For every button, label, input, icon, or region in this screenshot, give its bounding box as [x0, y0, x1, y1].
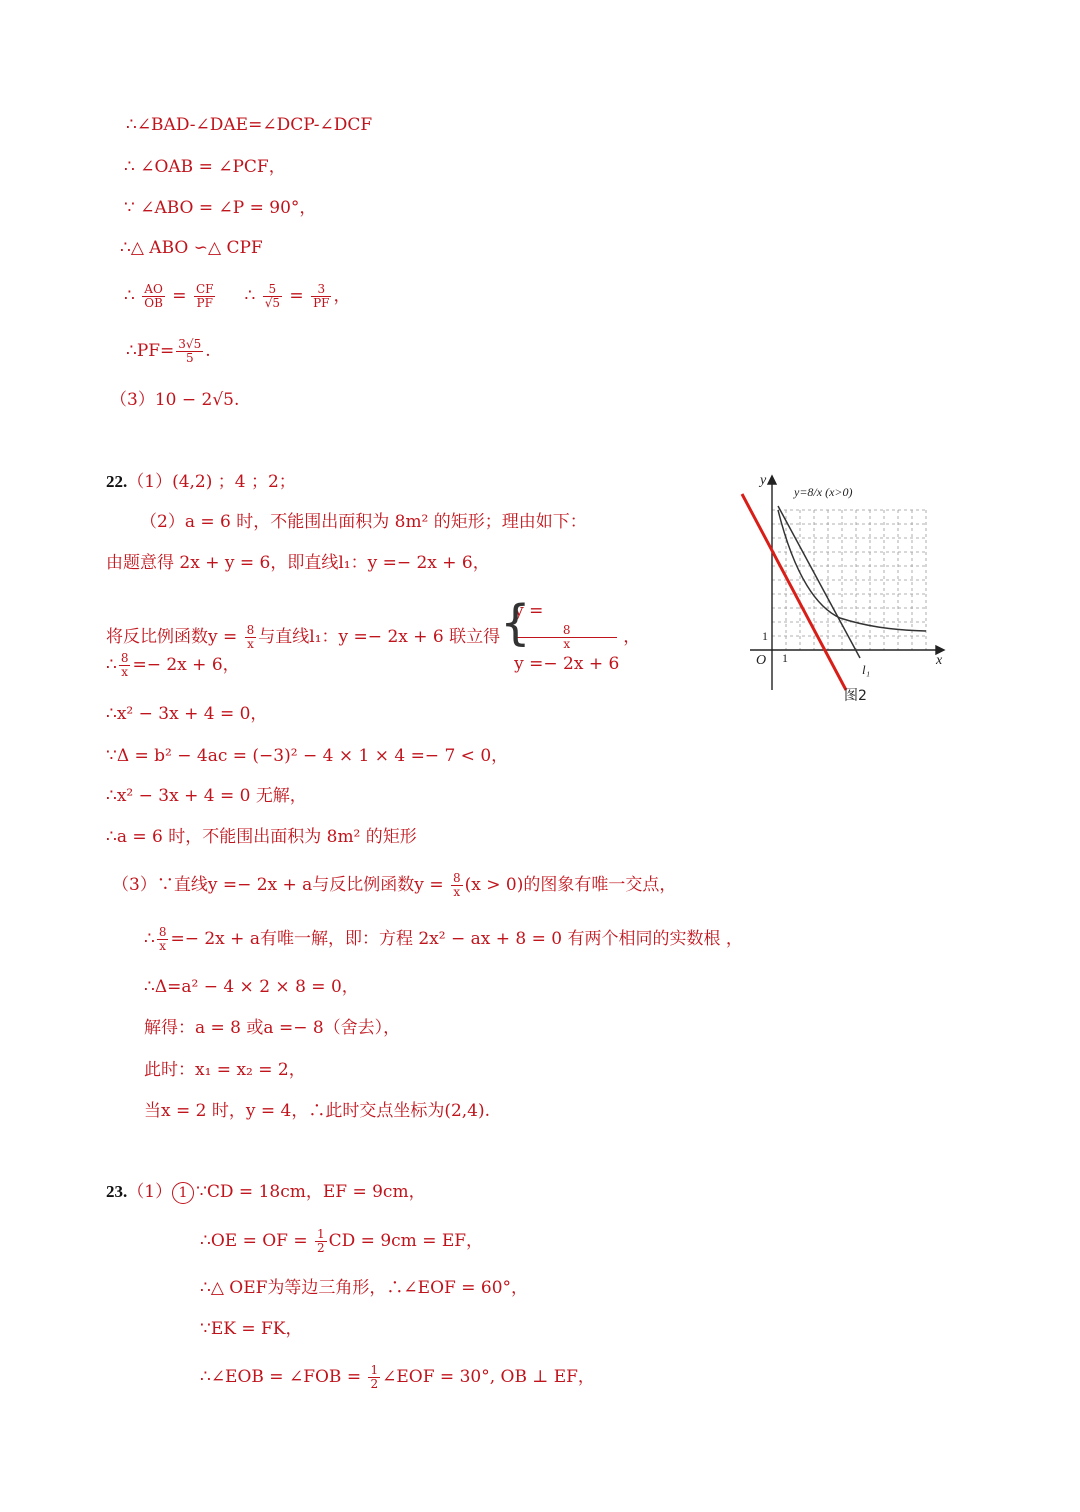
text: . [205, 341, 211, 361]
numerator: 3 [311, 283, 331, 297]
fraction [315, 1228, 327, 1255]
function-graph-figure [740, 468, 950, 708]
text: 与直线l₁：y =− 2x + 6 联立得 [258, 627, 501, 647]
q22-line-13: 解得：a = 8 或a =− 8（舍去）， [144, 1018, 401, 1038]
text: ∴∠EOB = ∠FOB = [200, 1367, 367, 1387]
origin-label: O [756, 653, 767, 668]
q22-line-8: ∴x² − 3x + 4 = 0 无解， [106, 786, 307, 806]
text: = [284, 286, 310, 306]
denominator: 5 [185, 351, 194, 365]
denominator: PF [313, 296, 330, 310]
equation-2: y =− 2x + 6 [514, 654, 620, 674]
numerator: 8 [452, 871, 461, 885]
fraction [157, 926, 169, 953]
numerator: 1 [317, 1227, 325, 1241]
curve-label: y=8/x (x>0) [794, 485, 853, 499]
text: ∴ [124, 286, 141, 306]
question-number: 23. [106, 1182, 128, 1201]
text: ∠EOF = 30°, OB ⊥ EF， [382, 1367, 595, 1387]
text: =− 2x + 6， [132, 655, 240, 675]
fraction [142, 283, 165, 310]
text: （3）∵直线y =− 2x + a与反比例函数y = [112, 875, 449, 895]
text: ∵CD = 18cm，EF = 9cm， [196, 1182, 426, 1202]
numerator: 1 [370, 1363, 379, 1377]
proof-line-6 [126, 338, 211, 365]
q22-line-9: ∴a = 6 时，不能围出面积为 8m² 的矩形 [106, 827, 417, 847]
q22-line-11 [144, 926, 743, 953]
proof-line-3: ∵ ∠ABO = ∠P = 90°， [124, 198, 317, 218]
circled-number: 1 [172, 1182, 194, 1204]
numerator: 8 [516, 624, 617, 638]
equation-system [504, 598, 619, 677]
q22-line-10 [112, 872, 676, 899]
numerator: AO [142, 283, 165, 297]
q22-line-2: （2）a = 6 时，不能围出面积为 8m² 的矩形；理由如下： [140, 512, 587, 532]
text: ∴PF= [126, 341, 175, 361]
q22-line-6: ∴x² − 3x + 4 = 0， [106, 704, 268, 724]
text: CD = 9cm = EF， [328, 1231, 484, 1251]
fraction [245, 624, 257, 651]
q22-line-7: ∵Δ = b² − 4ac = (−3)² − 4 × 1 × 4 =− 7 < 0， [106, 746, 509, 766]
fraction [263, 283, 282, 310]
text: ∴ [144, 929, 155, 949]
proof-line-7: （3）10 − 2√5. [110, 390, 240, 410]
fraction [176, 338, 203, 365]
q22-line-14: 此时：x₁ = x₂ = 2， [144, 1060, 306, 1080]
numerator: 8 [120, 651, 129, 665]
fraction [194, 283, 216, 310]
numerator: 5 [263, 283, 282, 297]
text: 将反比例函数y = [106, 627, 243, 647]
text: = [166, 286, 192, 306]
y-tick-1: 1 [762, 629, 768, 643]
q23-line-3: ∴△ OEF为等边三角形，∴∠EOF = 60°， [200, 1278, 529, 1298]
denominator: √5 [264, 296, 280, 310]
proof-line-1: ∴∠BAD-∠DAE=∠DCP-∠DCF [126, 115, 373, 135]
question-23-part-1 [106, 1180, 426, 1204]
text: ∴ [106, 655, 117, 675]
numerator: CF [195, 282, 214, 296]
text: （1）(4,2) ；4 ；2； [127, 472, 296, 492]
numerator: 8 [246, 623, 255, 637]
fraction [119, 652, 131, 679]
question-number: 22. [106, 472, 128, 491]
fraction [368, 1364, 380, 1391]
numerator: 8 [158, 925, 167, 939]
question-22-part-1 [106, 470, 296, 494]
q22-line-12: ∴Δ=a² − 4 × 2 × 8 = 0， [144, 977, 359, 997]
equation-1 [514, 598, 619, 651]
denominator: x [159, 939, 167, 953]
proof-line-5 [124, 283, 350, 310]
text: (x > 0)的图象有唯一交点， [464, 875, 677, 895]
denominator: 2 [370, 1377, 379, 1391]
text: （1） [127, 1182, 173, 1202]
q23-line-5 [200, 1364, 595, 1391]
q22-line-15: 当x = 2 时，y = 4，∴此时交点坐标为(2,4). [144, 1101, 491, 1121]
text: =− 2x + a有唯一解，即：方程 2x² − ax + 8 = 0 有两个相同的实数根 ， [170, 929, 743, 949]
q23-line-4: ∵EK = FK， [200, 1319, 303, 1339]
text: { y = [514, 601, 544, 621]
numerator: 3√5 [178, 337, 202, 351]
proof-line-4: ∴△ ABO ∽△ CPF [120, 238, 263, 258]
q22-line-5 [106, 652, 240, 679]
proof-line-2: ∴ ∠OAB = ∠PCF， [124, 157, 286, 177]
y-axis-label: y [760, 473, 767, 488]
line-label: l₁ [862, 662, 871, 677]
text: ， [333, 286, 351, 306]
q23-line-2 [200, 1228, 483, 1255]
denominator: x [453, 885, 461, 899]
text: ∴OE = OF = [200, 1231, 313, 1251]
figure-caption: 图2 [844, 688, 867, 704]
fraction [451, 872, 463, 899]
x-tick-1: 1 [782, 651, 788, 665]
denominator: 2 [317, 1241, 325, 1255]
fraction [516, 624, 617, 651]
denominator: x [247, 637, 254, 651]
denominator: x [563, 637, 571, 651]
denominator: x [121, 665, 129, 679]
text: ∴ [217, 286, 261, 306]
denominator: OB [144, 296, 163, 310]
text: ， [623, 627, 641, 647]
q22-line-3: 由题意得 2x + y = 6，即直线l₁：y =− 2x + 6， [106, 553, 490, 573]
denominator: PF [196, 296, 213, 310]
x-axis-label: x [936, 653, 943, 668]
fraction [311, 283, 331, 310]
